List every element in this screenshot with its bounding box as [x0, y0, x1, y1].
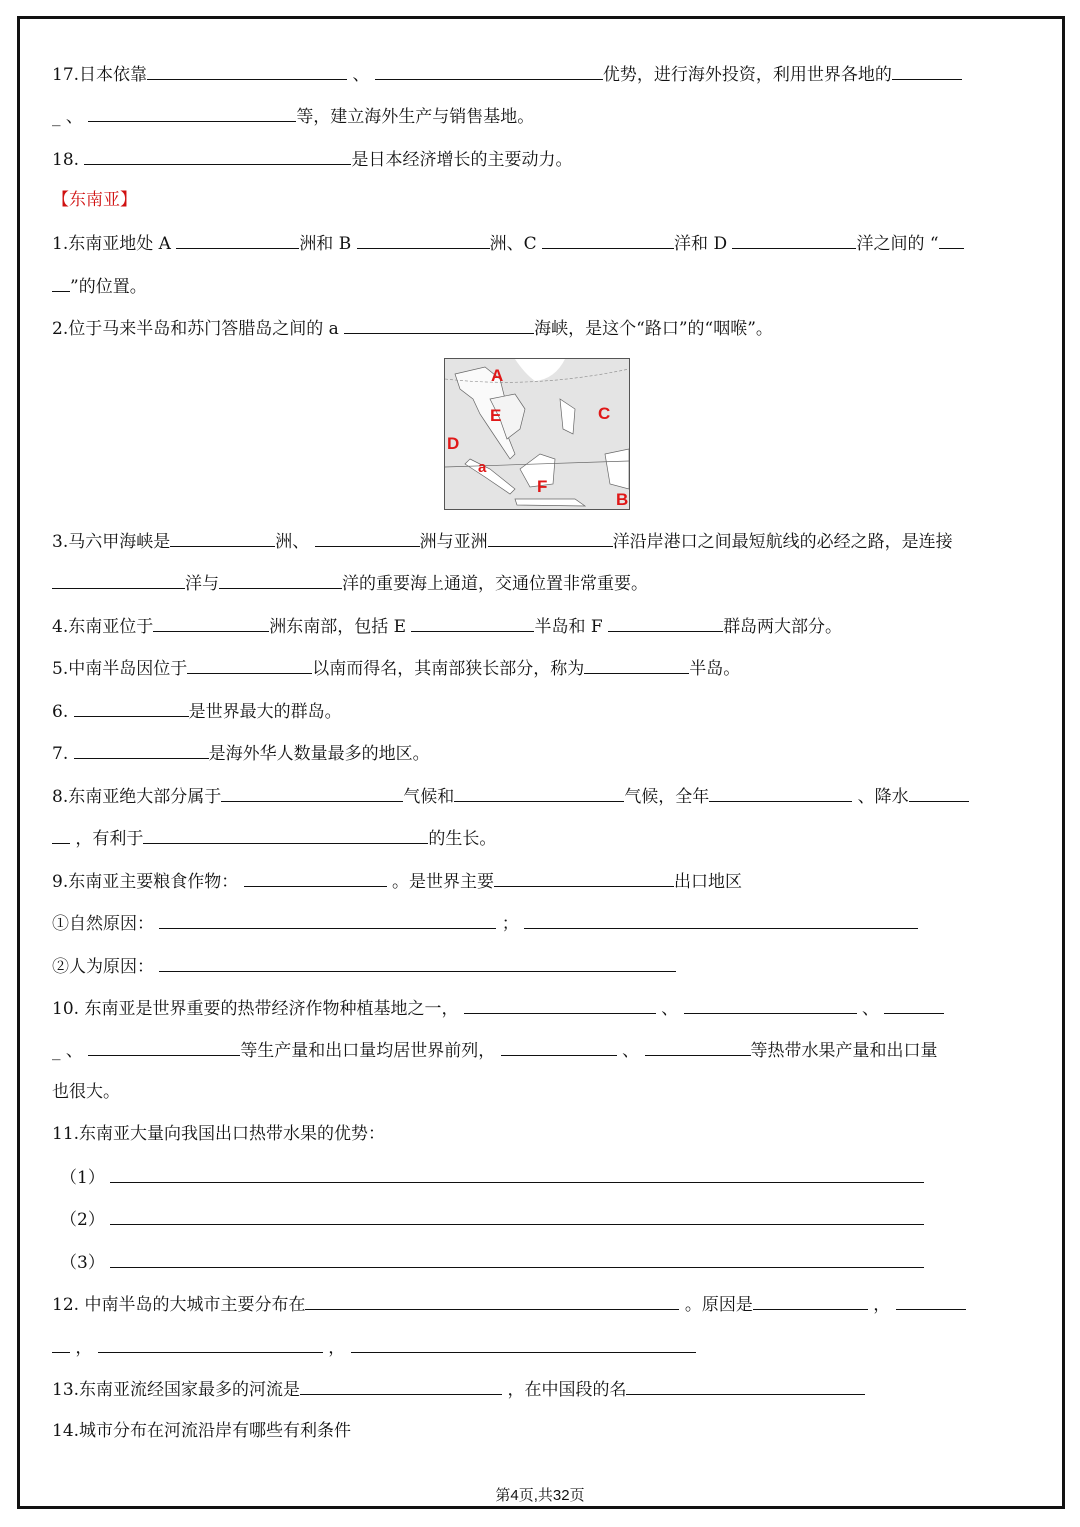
question-text: 、 — [616, 1041, 645, 1061]
answer-blank[interactable] — [74, 699, 189, 717]
answer-blank[interactable] — [684, 996, 857, 1014]
answer-blank[interactable] — [98, 1335, 323, 1353]
question-line — [52, 1377, 865, 1401]
question-text: 气候和 — [403, 787, 455, 807]
answer-blank[interactable] — [584, 656, 689, 674]
answer-blank[interactable] — [896, 1292, 966, 1310]
question-text: 10. 东南亚是世界重要的热带经济作物种植基地之一， — [52, 999, 464, 1019]
answer-blank[interactable] — [344, 316, 534, 334]
question-text: 2.位于马来半岛和苏门答腊岛之间的 a — [52, 319, 345, 339]
question-text: 1.东南亚地处 A — [52, 234, 177, 254]
answer-blank[interactable] — [110, 1250, 924, 1268]
answer-blank[interactable] — [464, 996, 656, 1014]
question-line — [60, 1207, 924, 1231]
question-text: 等生产量和出口量均居世界前列， — [240, 1041, 501, 1061]
answer-blank[interactable] — [357, 231, 490, 249]
question-text: 8.东南亚绝大部分属于 — [52, 787, 222, 807]
question-text: 洲、C — [489, 234, 543, 254]
question-text: 群岛两大部分。 — [723, 617, 843, 637]
question-line — [60, 1250, 924, 1274]
answer-blank[interactable] — [375, 62, 603, 80]
question-text: ，有利于 — [70, 829, 144, 849]
answer-blank[interactable] — [709, 784, 852, 802]
answer-blank[interactable] — [542, 231, 674, 249]
question-text: ，在中国段的名 — [502, 1380, 627, 1400]
answer-blank[interactable] — [645, 1038, 751, 1056]
question-line — [52, 316, 773, 340]
question-line — [52, 741, 430, 765]
answer-blank[interactable] — [52, 571, 185, 589]
question-text: 、 — [856, 999, 885, 1019]
answer-blank[interactable] — [300, 1377, 502, 1395]
question-text: 。是世界主要 — [386, 872, 495, 892]
question-line — [52, 996, 944, 1020]
answer-blank[interactable] — [52, 274, 70, 292]
question-line — [52, 571, 648, 595]
question-text: 半岛。 — [689, 659, 741, 679]
question-text: 14.城市分布在河流沿岸有哪些有利条件 — [52, 1421, 352, 1441]
map-label-a-upper: A — [491, 366, 504, 385]
answer-blank[interactable] — [626, 1377, 865, 1395]
question-text: 海峡，是这个“路口”的“咽喉”。 — [534, 319, 773, 339]
answer-blank[interactable] — [315, 529, 420, 547]
question-text: 洋的重要海上通道，交通位置非常重要。 — [342, 574, 648, 594]
answer-blank[interactable] — [110, 1207, 924, 1225]
question-text: ， — [322, 1338, 351, 1358]
question-text: ”的位置。 — [70, 277, 147, 297]
answer-blank[interactable] — [219, 571, 342, 589]
question-text: 洲东南部，包括 E — [269, 617, 412, 637]
question-text: （2） — [60, 1210, 111, 1230]
question-text: 。原因是 — [679, 1295, 753, 1315]
answer-blank[interactable] — [159, 954, 676, 972]
question-text: ①自然原因： — [52, 914, 160, 934]
answer-blank[interactable] — [488, 529, 613, 547]
question-text: 洋之间的 “ — [856, 234, 939, 254]
answer-blank[interactable] — [411, 614, 534, 632]
question-line — [52, 826, 496, 850]
question-text: 11.东南亚大量向我国出口热带水果的优势： — [52, 1124, 386, 1144]
question-line — [52, 529, 953, 553]
answer-blank[interactable] — [494, 869, 674, 887]
answer-blank[interactable] — [524, 911, 918, 929]
question-text: 是世界最大的群岛。 — [188, 702, 342, 722]
question-text: 优势，进行海外投资，利用世界各地的 — [602, 65, 892, 85]
question-text: _ 、 — [52, 107, 89, 127]
southeast-asia-map — [444, 358, 630, 510]
question-text: ； — [496, 914, 525, 934]
question-line — [52, 699, 342, 723]
map-graphic — [445, 359, 629, 509]
question-text: 也很大。 — [52, 1082, 120, 1102]
question-text: 7. — [52, 744, 74, 764]
question-text: 洋沿岸港口之间最短航线的必经之路，是连接 — [612, 532, 953, 552]
map-label-b: B — [616, 490, 629, 509]
answer-blank[interactable] — [892, 62, 962, 80]
answer-blank[interactable] — [939, 231, 964, 249]
answer-blank[interactable] — [52, 826, 70, 844]
question-text: 半岛和 F — [534, 617, 609, 637]
question-text: 17.日本依靠 — [52, 65, 148, 85]
question-text: 、降水 — [852, 787, 909, 807]
question-text: 是海外华人数量最多的地区。 — [208, 744, 430, 764]
page-footer: 第4页,共32页 — [495, 1487, 585, 1504]
question-line — [52, 1292, 966, 1316]
answer-blank[interactable] — [305, 1292, 679, 1310]
answer-blank[interactable] — [732, 231, 856, 249]
map-label-a-strait: a — [478, 459, 487, 476]
question-line — [52, 1123, 385, 1145]
answer-blank[interactable] — [176, 231, 299, 249]
map-label-f: F — [537, 477, 548, 496]
question-line — [52, 104, 534, 128]
question-text: 洲与亚洲 — [419, 532, 488, 552]
question-text: 、 — [347, 65, 375, 85]
question-line — [52, 231, 964, 255]
question-text: 气候，全年 — [624, 787, 710, 807]
question-text: 6. — [52, 702, 74, 722]
answer-blank[interactable] — [909, 784, 969, 802]
question-text: ， — [867, 1295, 896, 1315]
map-label-c: C — [598, 404, 611, 423]
question-line — [52, 869, 742, 893]
answer-blank[interactable] — [143, 826, 428, 844]
answer-blank[interactable] — [221, 784, 403, 802]
answer-blank[interactable] — [88, 104, 296, 122]
answer-blank[interactable] — [753, 1292, 868, 1310]
question-text: ， — [70, 1338, 98, 1358]
answer-blank[interactable] — [187, 656, 312, 674]
question-text: （1） — [60, 1168, 111, 1188]
answer-blank[interactable] — [454, 784, 624, 802]
question-line — [52, 1420, 351, 1442]
question-text: 13.东南亚流经国家最多的河流是 — [52, 1380, 301, 1400]
map-label-d: D — [447, 434, 460, 453]
map-label-e: E — [490, 406, 502, 425]
answer-blank[interactable] — [501, 1038, 617, 1056]
question-line — [52, 1038, 938, 1062]
answer-blank[interactable] — [147, 62, 347, 80]
section-heading — [52, 189, 137, 211]
question-line — [52, 1335, 696, 1359]
question-line — [52, 784, 969, 808]
question-text: 等，建立海外生产与销售基地。 — [296, 107, 535, 127]
answer-blank[interactable] — [244, 869, 387, 887]
question-line — [52, 62, 962, 86]
question-text: 是日本经济增长的主要动力。 — [351, 150, 573, 170]
question-text: 洲和 B — [299, 234, 357, 254]
question-text: ②人为原因： — [52, 957, 160, 977]
question-text: 18. — [52, 150, 85, 170]
question-text: 【东南亚】 — [52, 190, 137, 210]
answer-blank[interactable] — [88, 1038, 240, 1056]
question-line — [52, 954, 676, 978]
question-text: 的生长。 — [428, 829, 497, 849]
question-line — [60, 1165, 924, 1189]
answer-blank[interactable] — [351, 1335, 696, 1353]
question-text: 洲、 — [275, 532, 315, 552]
answer-blank[interactable] — [74, 741, 209, 759]
answer-blank[interactable] — [159, 911, 496, 929]
question-line — [52, 1081, 120, 1103]
question-text: 出口地区 — [674, 872, 743, 892]
question-text: _ 、 — [52, 1041, 89, 1061]
question-line — [52, 656, 740, 680]
answer-blank[interactable] — [170, 529, 275, 547]
answer-blank[interactable] — [153, 614, 269, 632]
answer-blank[interactable] — [110, 1165, 924, 1183]
answer-blank[interactable] — [84, 147, 351, 165]
question-text: （3） — [60, 1253, 111, 1273]
question-text: 9.东南亚主要粮食作物： — [52, 872, 244, 892]
question-text: 洋和 D — [674, 234, 733, 254]
question-text: 4.东南亚位于 — [52, 617, 154, 637]
question-text: 12. 中南半岛的大城市主要分布在 — [52, 1295, 306, 1315]
question-text: 5.中南半岛因位于 — [52, 659, 188, 679]
question-text: 等热带水果产量和出口量 — [750, 1041, 938, 1061]
question-text: 、 — [655, 999, 684, 1019]
answer-blank[interactable] — [52, 1335, 70, 1353]
answer-blank[interactable] — [884, 996, 944, 1014]
question-text: 洋与 — [185, 574, 219, 594]
answer-blank[interactable] — [608, 614, 723, 632]
question-text: 3.马六甲海峡是 — [52, 532, 171, 552]
question-line — [52, 274, 147, 298]
question-line — [52, 911, 918, 935]
question-line — [52, 147, 572, 171]
question-text: 以南而得名，其南部狭长部分，称为 — [312, 659, 585, 679]
question-line — [52, 614, 842, 638]
